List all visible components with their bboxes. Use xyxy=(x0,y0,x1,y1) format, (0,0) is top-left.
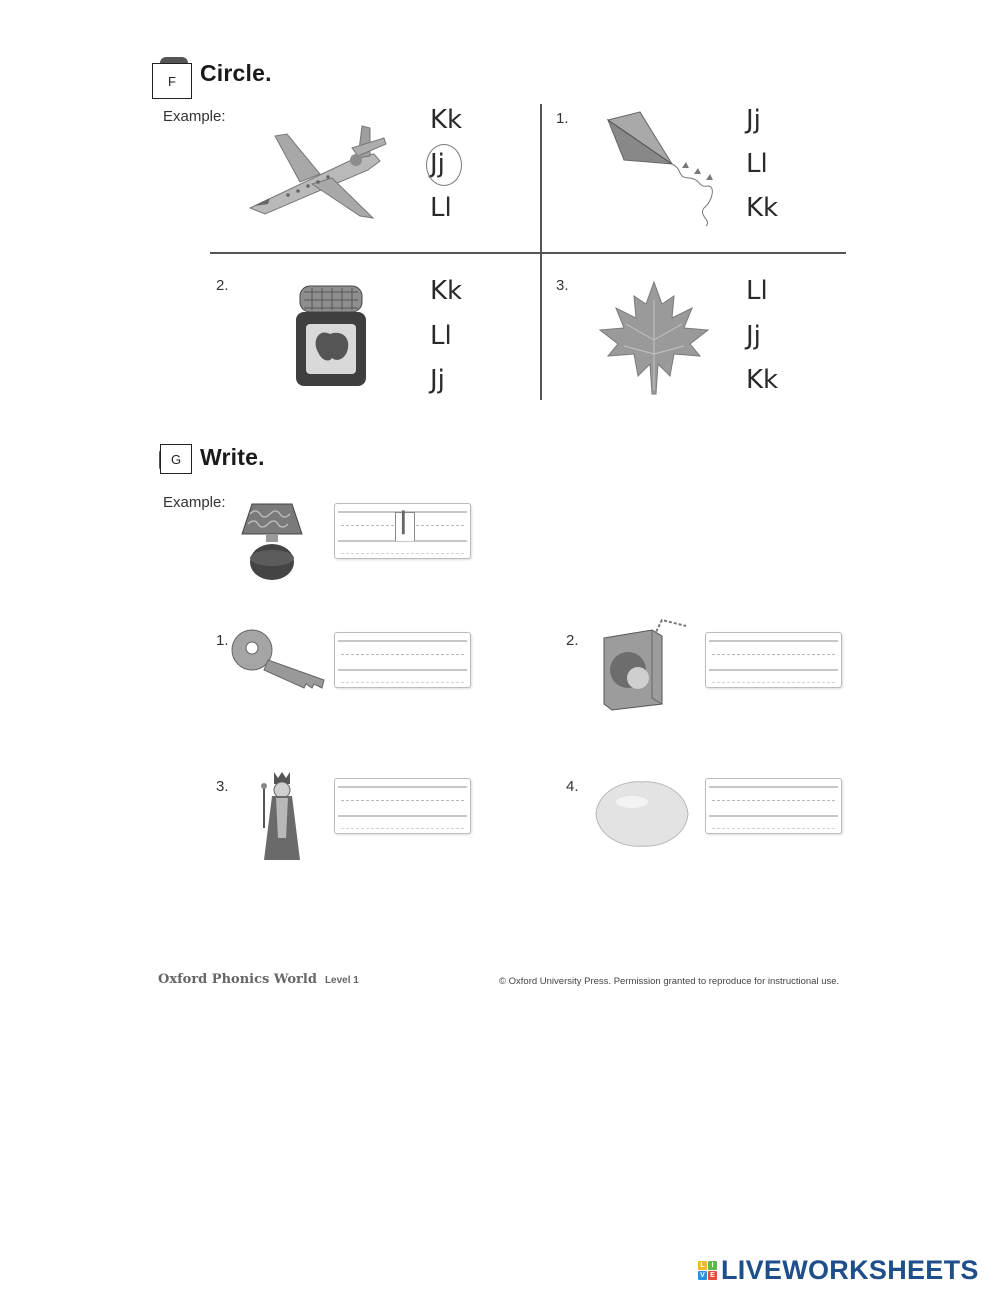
example-write-box xyxy=(334,503,471,559)
liveworksheets-logo[interactable] xyxy=(698,1255,979,1286)
footer-series-title: Oxford Phonics World xyxy=(158,972,317,987)
circle-item-1-number: 1. xyxy=(556,110,569,127)
liveworksheets-logo-icon: L I V E xyxy=(698,1261,717,1280)
write-item-4-number: 4. xyxy=(566,778,579,795)
item-2-letter-1[interactable]: Kk xyxy=(430,276,463,306)
example-answer-circle xyxy=(426,144,462,186)
example-letter-2[interactable]: Jj xyxy=(430,149,445,179)
item-2-letter-3[interactable]: Jj xyxy=(430,365,445,395)
write-item-4-answer-box[interactable] xyxy=(705,778,842,834)
example-letter-3[interactable]: Ll xyxy=(430,193,452,223)
jam-jar-picture xyxy=(290,282,370,392)
maple-leaf-picture xyxy=(596,280,712,398)
airplane-picture xyxy=(240,116,390,226)
section-g-example-label: Example: xyxy=(163,494,226,511)
circle-grid-horizontal-divider xyxy=(210,252,846,254)
item-1-letter-1[interactable]: Jj xyxy=(746,105,761,135)
section-g-badge-label: G xyxy=(170,451,182,467)
item-3-letter-1[interactable]: Ll xyxy=(746,276,768,306)
king-picture xyxy=(258,768,306,866)
item-1-letter-2[interactable]: Ll xyxy=(746,149,768,179)
write-item-1-number: 1. xyxy=(216,632,229,649)
section-f-badge-label: F xyxy=(168,73,176,89)
section-g-title: Write. xyxy=(200,444,265,470)
example-answer-letter: l xyxy=(399,506,408,542)
section-f-example-label: Example: xyxy=(163,108,226,125)
footer-level: Level 1 xyxy=(324,975,359,986)
circle-item-3-number: 3. xyxy=(556,277,569,294)
write-item-3-answer-box[interactable] xyxy=(334,778,471,834)
section-g-badge-input[interactable] xyxy=(160,444,192,474)
liveworksheets-logo-text: LIVEWORKSHEETS xyxy=(721,1255,979,1285)
section-f-badge-input[interactable] xyxy=(152,63,192,99)
write-item-2-number: 2. xyxy=(566,632,579,649)
footer-copyright: © Oxford University Press. Permission granted to reproduce for instructional use. xyxy=(499,976,840,987)
write-item-3-number: 3. xyxy=(216,778,229,795)
lemon-picture xyxy=(592,776,692,852)
item-3-letter-2[interactable]: Jj xyxy=(746,321,761,351)
juice-box-picture xyxy=(598,616,690,712)
key-picture xyxy=(230,626,328,690)
footer-series xyxy=(158,972,359,987)
item-1-letter-3[interactable]: Kk xyxy=(746,193,779,223)
write-item-1-answer-box[interactable] xyxy=(334,632,471,688)
lamp-picture xyxy=(238,500,306,582)
item-2-letter-2[interactable]: Ll xyxy=(430,321,452,351)
write-item-2-answer-box[interactable] xyxy=(705,632,842,688)
kite-picture xyxy=(602,108,732,230)
circle-item-2-number: 2. xyxy=(216,277,229,294)
item-3-letter-3[interactable]: Kk xyxy=(746,365,779,395)
example-letter-1[interactable]: Kk xyxy=(430,105,463,135)
section-f-title: Circle. xyxy=(200,60,272,86)
